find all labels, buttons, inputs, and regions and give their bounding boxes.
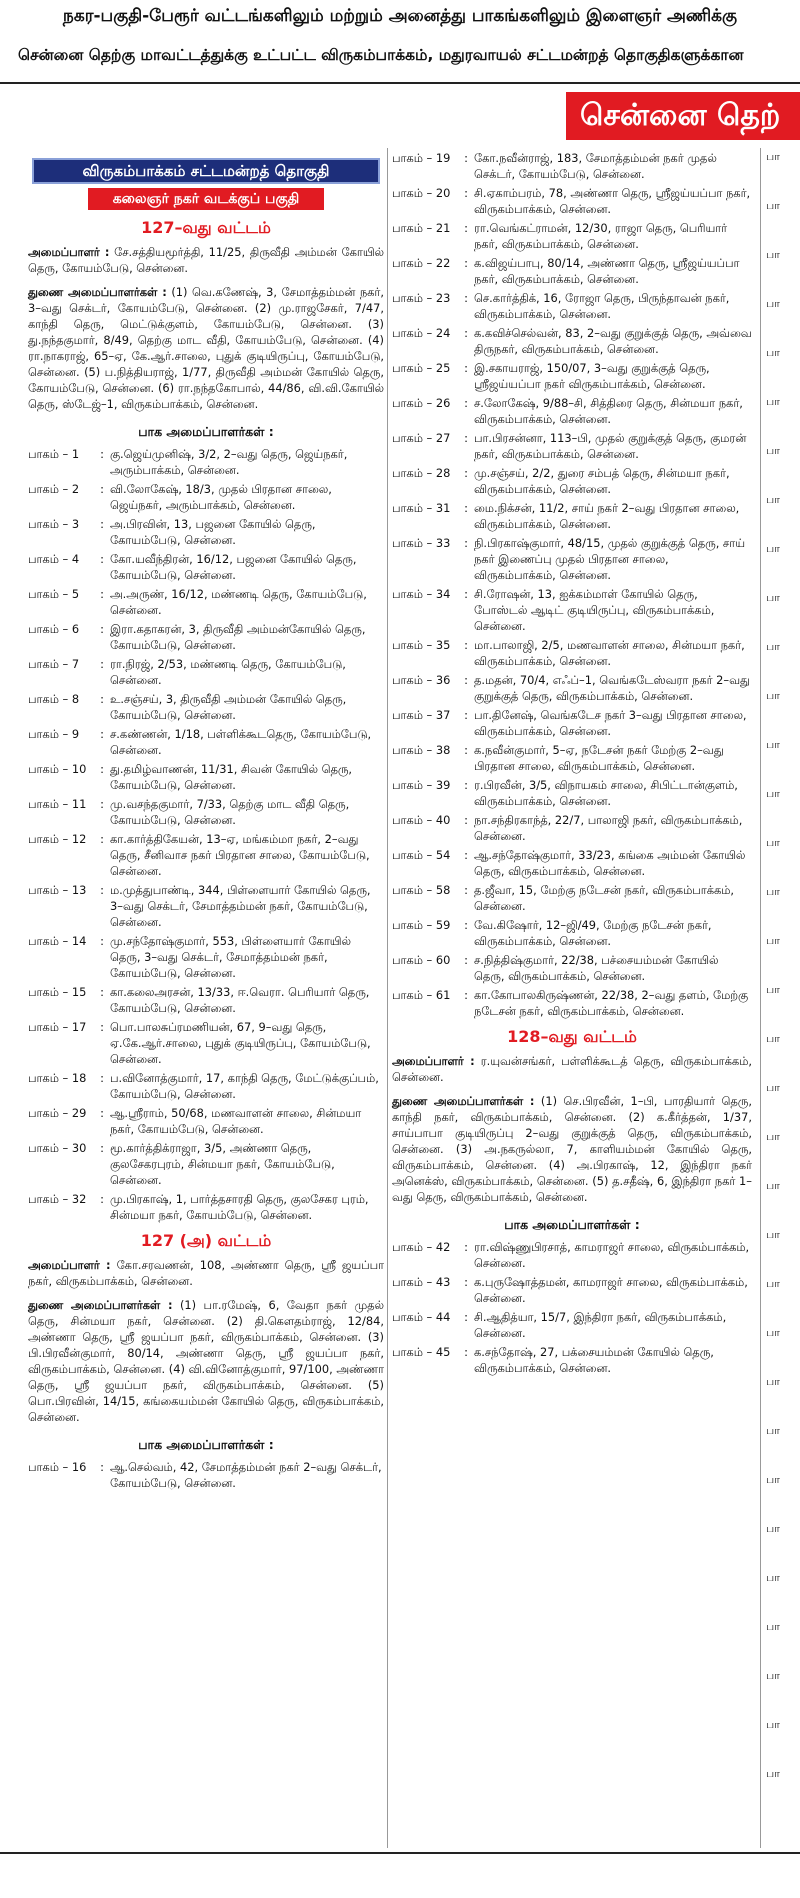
part-label: பாகம் – 32 [28, 1192, 87, 1206]
part-row [392, 1274, 752, 1306]
part-row [28, 796, 384, 828]
part-label: பாகம் – 6 [28, 622, 80, 636]
part-row [28, 586, 384, 618]
part-text: ச.கண்ணன், 1/18, பள்ளிக்கூடதெரு, கோயம்பேடு, சென்னை. [110, 727, 372, 757]
part-text: வே.கிஷோர், 12–ஜி/49, மேற்கு நடேசன் நகர், விருகம்பாக்கம், சென்னை. [474, 918, 712, 948]
part-label: பாகம் – 37 [392, 708, 451, 722]
part-colon: : [464, 431, 468, 445]
part-colon: : [464, 813, 468, 827]
cutoff-stub: பா [766, 1767, 780, 1780]
part-label: பாகம் – 30 [28, 1141, 87, 1155]
part-colon: : [100, 832, 104, 846]
part-colon: : [100, 1071, 104, 1085]
part-colon: : [100, 1106, 104, 1120]
part-text: சி.ஏகாம்பரம், 78, அண்ணா தெரு, ஸ்ரீஜய்யப்பா நகர், விருகம்பாக்கம், சென்னை. [474, 186, 751, 216]
part-row [392, 987, 752, 1019]
cutoff-stub: பா [766, 885, 780, 898]
part-row [392, 290, 752, 322]
part-row [28, 1070, 384, 1102]
part-text: கு.ஜெய்முனிஷ், 3/2, 2–வது தெரு, ஜெய்நகர், அரும்பாக்கம், சென்னை. [110, 447, 348, 477]
part-colon: : [100, 1141, 104, 1155]
part-text: மு.சஞ்சய், 2/2, துரை சம்பத் தெரு, சின்மயா நகர், விருகம்பாக்கம், சென்னை. [474, 466, 730, 496]
part-row [392, 812, 752, 844]
ward-128-parts-heading: பாக அமைப்பாளர்கள் : [504, 1217, 640, 1232]
part-row [392, 500, 752, 532]
part-text: நா.சந்திரகாந்த், 22/7, பாலாஜி நகர், விருகம்பாக்கம், சென்னை. [474, 813, 743, 843]
part-text: பா.தினேஷ், வெங்கடேச நகர் 3–வது பிரதான சாலை, விருகம்பாக்கம், சென்னை. [474, 708, 747, 738]
part-text: உ.சஞ்சய், 3, திருவீதி அம்மன் கோயில் தெரு, கோயம்பேடு, சென்னை. [110, 692, 347, 722]
part-text: ஆ.ஸ்ரீராம், 50/68, மணவாளன் சாலை, சின்மயா நகர், கோயம்பேடு, சென்னை. [110, 1106, 362, 1136]
column-divider-1 [387, 148, 388, 1848]
part-text: கோ.நவீன்ராஜ், 183, சேமாத்தம்மன் நகர் முதல் செக்டர், கோயம்பேடு, சென்னை. [474, 151, 717, 181]
part-text: ஆ.சந்தோஷ்குமார், 33/23, கங்கை அம்மன் கோயில் தெரு, விருகம்பாக்கம், சென்னை. [474, 848, 746, 878]
part-label: பாகம் – 9 [28, 727, 80, 741]
part-label: பாகம் – 38 [392, 743, 451, 757]
part-label: பாகம் – 8 [28, 692, 80, 706]
part-label: பாகம் – 54 [392, 848, 451, 862]
part-text: ரா.வெங்கட்ராமன், 12/30, ராஜா தெரு, பெரியார் நகர், விருகம்பாக்கம், சென்னை. [474, 221, 728, 251]
part-row [28, 621, 384, 653]
ward-127-deputies: துணை அமைப்பாளர்கள் : (1) வெ.கணேஷ், 3, சேமாத்தம்மன் நகர், 3–வது செக்டர், கோயம்பேடு, சென்னை. (2) மு.ராஜசேகர், 7/47, காந்தி தெரு, மெட்டுக்குளம், கோயம்பேடு, சென்னை. (3) து.நந்தகுமார், 8/49, தெற்கு மாட வீதி, கோயம்பேடு, சென்னை. (4) ரா.நாகராஜ், 65–ஏ, கே.ஆர்.சாலை, புதுக் குடியிருப்பு, கோயம்பேடு, சென்னை. (5) ப.நித்தியராஜ், 1/77, திருவீதி அம்மன் கோயில் தெரு, கோயம்பேடு, சென்னை. (6) ரா.நந்தகோபால், 44/86, வி.வி.கோயில் தெரு, ஸ்டேஜ்–1, விருகம்பாக்கம், சென்னை. [28, 285, 384, 411]
part-row [392, 360, 752, 392]
part-label: பாகம் – 5 [28, 587, 80, 601]
column-2 [392, 150, 752, 1379]
part-colon: : [464, 953, 468, 967]
part-colon: : [100, 934, 104, 948]
part-colon: : [464, 673, 468, 687]
cutoff-stub: பா [766, 1326, 780, 1339]
part-colon: : [464, 186, 468, 200]
part-row [392, 150, 752, 182]
part-text: மு.பிரகாஷ், 1, பார்த்தசாரதி தெரு, குலசேகர புரம், சின்மயா நகர், கோயம்பேடு, சென்னை. [110, 1192, 369, 1222]
part-label: பாகம் – 23 [392, 291, 451, 305]
part-colon: : [464, 536, 468, 550]
part-row [392, 185, 752, 217]
part-label: பாகம் – 44 [392, 1310, 451, 1324]
part-text: ர.பிரவீன், 3/5, விநாயகம் சாலை, சிபிட்டான்குளம், விருகம்பாக்கம், சென்னை. [474, 778, 738, 808]
part-row [28, 1191, 384, 1223]
part-row [28, 446, 384, 478]
part-colon: : [464, 221, 468, 235]
part-row [28, 933, 384, 981]
cutoff-stub: பா [766, 1522, 780, 1535]
part-row [392, 847, 752, 879]
part-row [392, 325, 752, 357]
part-colon: : [100, 552, 104, 566]
cutoff-stub: பா [766, 297, 780, 310]
part-row [392, 672, 752, 704]
cutoff-stub: பா [766, 542, 780, 555]
part-row [28, 1140, 384, 1188]
part-label: பாகம் – 29 [28, 1106, 87, 1120]
part-colon: : [100, 622, 104, 636]
part-colon: : [100, 727, 104, 741]
part-row [392, 1344, 752, 1376]
cutoff-stub: பா [766, 1669, 780, 1682]
cutoff-stub: பா [766, 199, 780, 212]
part-text: மா.பாலாஜி, 2/5, மணவாளன் சாலை, சின்மயா நகர், விருகம்பாக்கம், சென்னை. [474, 638, 745, 668]
district-banner: சென்னை தெற் [566, 92, 800, 140]
part-label: பாகம் – 43 [392, 1275, 451, 1289]
part-row [28, 516, 384, 548]
part-text: ஆ.செல்வம், 42, சேமாத்தம்மன் நகர் 2–வது செக்டர், கோயம்பேடு, சென்னை. [110, 1460, 382, 1490]
cutoff-stub: பா [766, 934, 780, 947]
part-colon: : [464, 848, 468, 862]
part-colon: : [464, 326, 468, 340]
cutoff-stub: பா [766, 1179, 780, 1192]
part-row [392, 395, 752, 427]
ward-127-title: 127–வது வட்டம் [141, 218, 271, 237]
part-text: க.சந்தோஷ், 27, பக்சையம்மன் கோயில் தெரு, விருகம்பாக்கம், சென்னை. [474, 1345, 714, 1375]
part-row [28, 1019, 384, 1067]
part-label: பாகம் – 13 [28, 883, 87, 897]
cutoff-stub: பா [766, 346, 780, 359]
part-text: க.கவிச்செல்வன், 83, 2–வது குறுக்குத் தெரு, அவ்வை திருநகர், விருகம்பாக்கம், சென்னை. [474, 326, 752, 356]
column-3-cutoff [766, 150, 800, 1816]
part-row [392, 952, 752, 984]
part-colon: : [100, 1020, 104, 1034]
part-label: பாகம் – 1 [28, 447, 80, 461]
cutoff-stub: பா [766, 983, 780, 996]
part-text: த.மதன், 70/4, எஃப்–1, வெங்கடேஸ்வரா நகர் 2–வது குறுக்குத் தெரு, விருகம்பாக்கம், சென்னை. [474, 673, 750, 703]
part-colon: : [100, 482, 104, 496]
cutoff-stub: பா [766, 1375, 780, 1388]
constituency-box: விருகம்பாக்கம் சட்டமன்றத் தொகுதி [32, 158, 380, 184]
part-colon: : [464, 361, 468, 375]
part-colon: : [464, 1240, 468, 1254]
part-label: பாகம் – 3 [28, 517, 80, 531]
part-text: நி.பிரகாஷ்குமார், 48/15, முதல் குறுக்குத் தெரு, சாய் நகர் இணைப்பு முதல் பிரதான சாலை, விருகம்பாக்கம், சென்னை. [474, 536, 745, 582]
part-colon: : [100, 587, 104, 601]
part-row [28, 551, 384, 583]
cutoff-stub: பா [766, 444, 780, 457]
part-colon: : [464, 708, 468, 722]
part-label: பாகம் – 45 [392, 1345, 451, 1359]
part-row [392, 586, 752, 634]
part-text: அ.அருண், 16/12, மண்ணடி தெரு, கோயம்பேடு, சென்னை. [110, 587, 367, 617]
cutoff-stub: பா [766, 1228, 780, 1241]
part-text: கா.கார்த்திகேயன், 13–ஏ, மங்கம்மா நகர், 2–வது தெரு, சீனிவாச நகர் பிரதான சாலை, கோயம்பேடு, சென்னை. [110, 832, 370, 878]
cutoff-stub: பா [766, 150, 780, 163]
part-colon: : [464, 918, 468, 932]
part-label: பாகம் – 11 [28, 797, 87, 811]
part-row [392, 1309, 752, 1341]
part-row [28, 481, 384, 513]
cutoff-stub: பா [766, 1081, 780, 1094]
part-row [392, 917, 752, 949]
part-label: பாகம் – 15 [28, 985, 87, 999]
column-1 [28, 150, 384, 1494]
cutoff-stub: பா [766, 640, 780, 653]
part-colon: : [100, 985, 104, 999]
ward-127a-parts-heading: பாக அமைப்பாளர்கள் : [138, 1437, 274, 1452]
part-text: ம.முத்துபாண்டி, 344, பிள்ளையார் கோயில் தெரு, 3–வது செக்டர், சேமாத்தம்மன் நகர், கோயம்பேடு, சென்னை. [110, 883, 371, 929]
part-label: பாகம் – 42 [392, 1240, 451, 1254]
part-text: மு.வசந்தகுமார், 7/33, தெற்கு மாட வீதி தெரு, கோயம்பேடு, சென்னை. [110, 797, 350, 827]
top-rule [0, 82, 800, 84]
part-colon: : [100, 657, 104, 671]
ward-127-organizer: அமைப்பாளர் : சே.சத்தியமூர்த்தி, 11/25, திருவீதி அம்மன் கோயில் தெரு, கோயம்பேடு, சென்னை. [28, 245, 384, 275]
part-label: பாகம் – 4 [28, 552, 80, 566]
part-text: ச.நித்திஷ்குமார், 22/38, பச்சையம்மன் கோயில் தெரு, விருகம்பாக்கம், சென்னை. [474, 953, 719, 983]
header-line-2: சென்னை தெற்கு மாவட்டத்துக்கு உட்பட்ட விருகம்பாக்கம், மதுரவாயல் சட்டமன்றத் தொகுதிகளுக்கான [18, 46, 744, 64]
part-colon: : [464, 396, 468, 410]
part-text: மூ.கார்த்திக்ராஜா, 3/5, அண்ணா தெரு, குலசேகரபுரம், சின்மயா நகர், கோயம்பேடு, சென்னை. [110, 1141, 335, 1187]
part-text: க.புருஷோத்தமன், காமராஜர் சாலை, விருகம்பாக்கம், சென்னை. [474, 1275, 748, 1305]
part-label: பாகம் – 27 [392, 431, 451, 445]
cutoff-stub: பா [766, 836, 780, 849]
part-colon: : [464, 466, 468, 480]
part-text: கா.கலைஅரசன், 13/33, ஈ.வெரா. பெரியார் தெரு, கோயம்பேடு, சென்னை. [110, 985, 370, 1015]
part-colon: : [100, 692, 104, 706]
part-row [392, 255, 752, 287]
part-label: பாகம் – 58 [392, 883, 451, 897]
part-colon: : [464, 1275, 468, 1289]
part-label: பாகம் – 19 [392, 151, 451, 165]
part-label: பாகம் – 16 [28, 1460, 87, 1474]
part-row [392, 535, 752, 583]
cutoff-stub: பா [766, 248, 780, 261]
cutoff-stub: பா [766, 1032, 780, 1045]
part-label: பாகம் – 40 [392, 813, 451, 827]
part-text: ப.வினோத்குமார், 17, காந்தி தெரு, மேட்டுக்குப்பம், கோயம்பேடு, சென்னை. [110, 1071, 379, 1101]
column-2-parts-list [392, 150, 752, 1019]
cutoff-stub: பா [766, 395, 780, 408]
ward-127-parts-heading: பாக அமைப்பாளர்கள் : [138, 424, 274, 439]
part-colon: : [100, 447, 104, 461]
part-row [28, 984, 384, 1016]
part-text: மு.சந்தோஷ்குமார், 553, பிள்ளையார் கோயில் தெரு, 3–வது செக்டர், சேமாத்தம்மன் நகர், கோயம்பேடு, சென்னை. [110, 934, 351, 980]
ward-127a-deputies: துணை அமைப்பாளர்கள் : (1) பா.ரமேஷ், 6, வேதா நகர் முதல் தெரு, சின்மயா நகர், சென்னை. (2) தி.கௌதம்ராஜ், 12/84, அண்ணா தெரு, ஸ்ரீ ஜயப்பா நகர், விருகம்பாக்கம், சென்னை. (3) பி.பிரவீன்குமார், 80/14, அண்ணா தெரு, ஸ்ரீ ஜயப்பா நகர், விருகம்பாக்கம், சென்னை. (4) வி.வினோத்குமார், 97/100, அண்ணா தெரு, ஸ்ரீ ஜயப்பா நகர், விருகம்பாக்கம், சென்னை. (5) பொ.பிரவின், 14/15, கங்கையம்மன் கோயில் தெரு, விருகம்பாக்கம், சென்னை. [28, 1298, 384, 1424]
part-text: து.தமிழ்வாணன், 11/31, சிவன் கோயில் தெரு, கோயம்பேடு, சென்னை. [110, 762, 353, 792]
part-text: பொ.பாலசுப்ரமணியன், 67, 9–வது தெரு, ஏ.கே.ஆர்.சாலை, புதுக் குடியிருப்பு, கோயம்பேடு, சென்னை. [110, 1020, 371, 1066]
part-colon: : [464, 256, 468, 270]
part-row [392, 220, 752, 252]
cutoff-stub: பா [766, 1277, 780, 1290]
part-text: க.நவீன்குமார், 5–ஏ, நடேசன் நகர் மேற்கு 2–வது பிரதான சாலை, விருகம்பாக்கம், சென்னை. [474, 743, 724, 773]
part-colon: : [100, 883, 104, 897]
part-colon: : [464, 743, 468, 757]
part-text: க.விஜய்பாபு, 80/14, அண்ணா தெரு, ஸ்ரீஜய்யப்பா நகர், விருகம்பாக்கம், சென்னை. [474, 256, 740, 286]
part-label: பாகம் – 17 [28, 1020, 87, 1034]
part-text: செ.கார்த்திக், 16, ரோஜா தெரு, பிருந்தாவன் நகர், விருகம்பாக்கம், சென்னை. [474, 291, 730, 321]
cutoff-stub: பா [766, 1473, 780, 1486]
part-label: பாகம் – 35 [392, 638, 451, 652]
part-colon: : [464, 587, 468, 601]
part-label: பாகம் – 59 [392, 918, 451, 932]
part-row [28, 691, 384, 723]
part-text: பா.பிரசன்னா, 113–பி, முதல் குறுக்குத் தெரு, குமரன் நகர், விருகம்பாக்கம், சென்னை. [474, 431, 747, 461]
part-row [392, 777, 752, 809]
part-row [28, 1105, 384, 1137]
cutoff-stub: பா [766, 689, 780, 702]
part-text: இரா.கதாகரன், 3, திருவீதி அம்மன்கோயில் தெரு, கோயம்பேடு, சென்னை. [110, 622, 366, 652]
part-text: வி.லோகேஷ், 18/3, முதல் பிரதான சாலை, ஜெய்நகர், அரும்பாக்கம், சென்னை. [110, 482, 332, 512]
part-label: பாகம் – 26 [392, 396, 451, 410]
part-text: ரா.நிரஜ், 2/53, மண்ணடி தெரு, கோயம்பேடு, சென்னை. [110, 657, 346, 687]
part-row [392, 465, 752, 497]
part-row [392, 707, 752, 739]
part-row [392, 1239, 752, 1271]
cutoff-stub: பா [766, 738, 780, 751]
part-colon: : [464, 1310, 468, 1324]
cutoff-stub: பா [766, 1620, 780, 1633]
header-line-1: நகர-பகுதி-பேரூர் வட்டங்களிலும் மற்றும் அனைத்து பாகங்களிலும் இளைஞர் அணிக்கு [62, 6, 738, 26]
part-text: அ.பிரவின், 13, பஜனை கோயில் தெரு, கோயம்பேடு, சென்னை. [110, 517, 316, 547]
part-colon: : [464, 638, 468, 652]
ward-128-organizer: அமைப்பாளர் : ர.யுவன்சங்கர், பள்ளிக்கூடத் தெரு, விருகம்பாக்கம், சென்னை. [392, 1054, 752, 1084]
part-text: சி.ஆதித்யா, 15/7, இந்திரா நகர், விருகம்பாக்கம், சென்னை. [474, 1310, 727, 1340]
part-label: பாகம் – 31 [392, 501, 451, 515]
ward-128-parts-list [392, 1239, 752, 1376]
part-colon: : [464, 988, 468, 1002]
part-label: பாகம் – 22 [392, 256, 451, 270]
part-text: மை.நிக்சன், 11/2, சாய் நகர் 2–வது பிரதான சாலை, விருகம்பாக்கம், சென்னை. [474, 501, 740, 531]
part-colon: : [464, 1345, 468, 1359]
column-divider-2 [760, 148, 761, 1848]
part-text: இ.சகாயராஜ், 150/07, 3–வது குறுக்குத் தெரு, ஸ்ரீஜய்யப்பா நகர் விருகம்பாக்கம், சென்னை. [474, 361, 710, 391]
part-row [392, 882, 752, 914]
part-colon: : [100, 517, 104, 531]
cutoff-stub: பா [766, 493, 780, 506]
part-colon: : [100, 797, 104, 811]
ward-128-deputies: துணை அமைப்பாளர்கள் : (1) செ.பிரவீன், 1–பி, பாரதியார் தெரு, காந்தி நகர், விருகம்பாக்கம், சென்னை. (2) க.கீர்த்தன், 1/37, சாய்பாபா குடியிருப்பு 2–வது குறுக்குத் தெரு, விருகம்பாக்கம், சென்னை. (3) அ.நகருல்லா, 7, காளியம்மன் கோயில் தெரு, விருகம்பாக்கம், சென்னை. (4) அ.பிரகாஷ், 12, இந்திரா நகர் அனெக்ஸ், விருகம்பாக்கம், சென்னை. (5) த.சதீஷ், 6, இந்திரா நகர் 1–வது தெரு, விருகம்பாக்கம், சென்னை. [392, 1094, 752, 1204]
part-label: பாகம் – 12 [28, 832, 87, 846]
part-label: பாகம் – 20 [392, 186, 451, 200]
part-colon: : [100, 1192, 104, 1206]
part-colon: : [464, 778, 468, 792]
part-colon: : [464, 501, 468, 515]
cutoff-stub: பா [766, 591, 780, 604]
part-row [28, 656, 384, 688]
part-label: பாகம் – 7 [28, 657, 80, 671]
part-text: த.ஜீவா, 15, மேற்கு நடேசன் நகர், விருகம்பாக்கம், சென்னை. [474, 883, 735, 913]
part-label: பாகம் – 61 [392, 988, 451, 1002]
part-label: பாகம் – 33 [392, 536, 451, 550]
part-row [392, 637, 752, 669]
area-box: கலைஞர் நகர் வடக்குப் பகுதி [88, 188, 324, 210]
part-row [392, 742, 752, 774]
part-row [28, 1459, 384, 1491]
part-text: ரா.விஷ்ணுபிரசாத், காமராஜர் சாலை, விருகம்பாக்கம், சென்னை. [474, 1240, 750, 1270]
part-label: பாகம் – 34 [392, 587, 451, 601]
cutoff-stub: பா [766, 1130, 780, 1143]
part-label: பாகம் – 60 [392, 953, 451, 967]
part-text: கா.கோபாலகிருஷ்ணன், 22/38, 2–வது தளம், மேற்கு நடேசன் நகர், விருகம்பாக்கம், சென்னை. [474, 988, 749, 1018]
part-label: பாகம் – 18 [28, 1071, 87, 1085]
part-row [28, 882, 384, 930]
ward-128-title: 128–வது வட்டம் [507, 1027, 637, 1046]
part-colon: : [464, 151, 468, 165]
cutoff-stub: பா [766, 1571, 780, 1584]
part-label: பாகம் – 14 [28, 934, 87, 948]
ward-127a-parts-list [28, 1459, 384, 1491]
part-label: பாகம் – 28 [392, 466, 451, 480]
part-text: ச.லோகேஷ், 9/88–சி, சித்திரை தெரு, சின்மயா நகர், விருகம்பாக்கம், சென்னை. [474, 396, 743, 426]
part-row [28, 831, 384, 879]
part-colon: : [464, 883, 468, 897]
cutoff-stub: பா [766, 1424, 780, 1437]
cutoff-stub: பா [766, 787, 780, 800]
part-row [28, 761, 384, 793]
bottom-rule [0, 1852, 800, 1854]
part-label: பாகம் – 21 [392, 221, 451, 235]
part-colon: : [464, 291, 468, 305]
part-text: சி.ரோஷன், 13, ஐக்கம்மாள் கோயில் தெரு, போஸ்டல் ஆடிட் குடியிருப்பு, விருகம்பாக்கம், சென்னை. [474, 587, 715, 633]
part-label: பாகம் – 25 [392, 361, 451, 375]
part-colon: : [100, 762, 104, 776]
part-label: பாகம் – 36 [392, 673, 451, 687]
part-label: பாகம் – 2 [28, 482, 80, 496]
part-label: பாகம் – 24 [392, 326, 451, 340]
ward-127-parts-list [28, 446, 384, 1223]
part-label: பாகம் – 10 [28, 762, 87, 776]
part-colon: : [100, 1460, 104, 1474]
part-row [28, 726, 384, 758]
part-row [392, 430, 752, 462]
ward-127a-organizer: அமைப்பாளர் : கோ.சரவணன், 108, அண்ணா தெரு, ஸ்ரீ ஜயப்பா நகர், விருகம்பாக்கம், சென்னை. [28, 1258, 384, 1288]
ward-127a-title: 127 (அ) வட்டம் [140, 1231, 272, 1250]
cutoff-stub: பா [766, 1718, 780, 1731]
part-label: பாகம் – 39 [392, 778, 451, 792]
part-text: கோ.யவீந்திரன், 16/12, பஜனை கோயில் தெரு, கோயம்பேடு, சென்னை. [110, 552, 357, 582]
